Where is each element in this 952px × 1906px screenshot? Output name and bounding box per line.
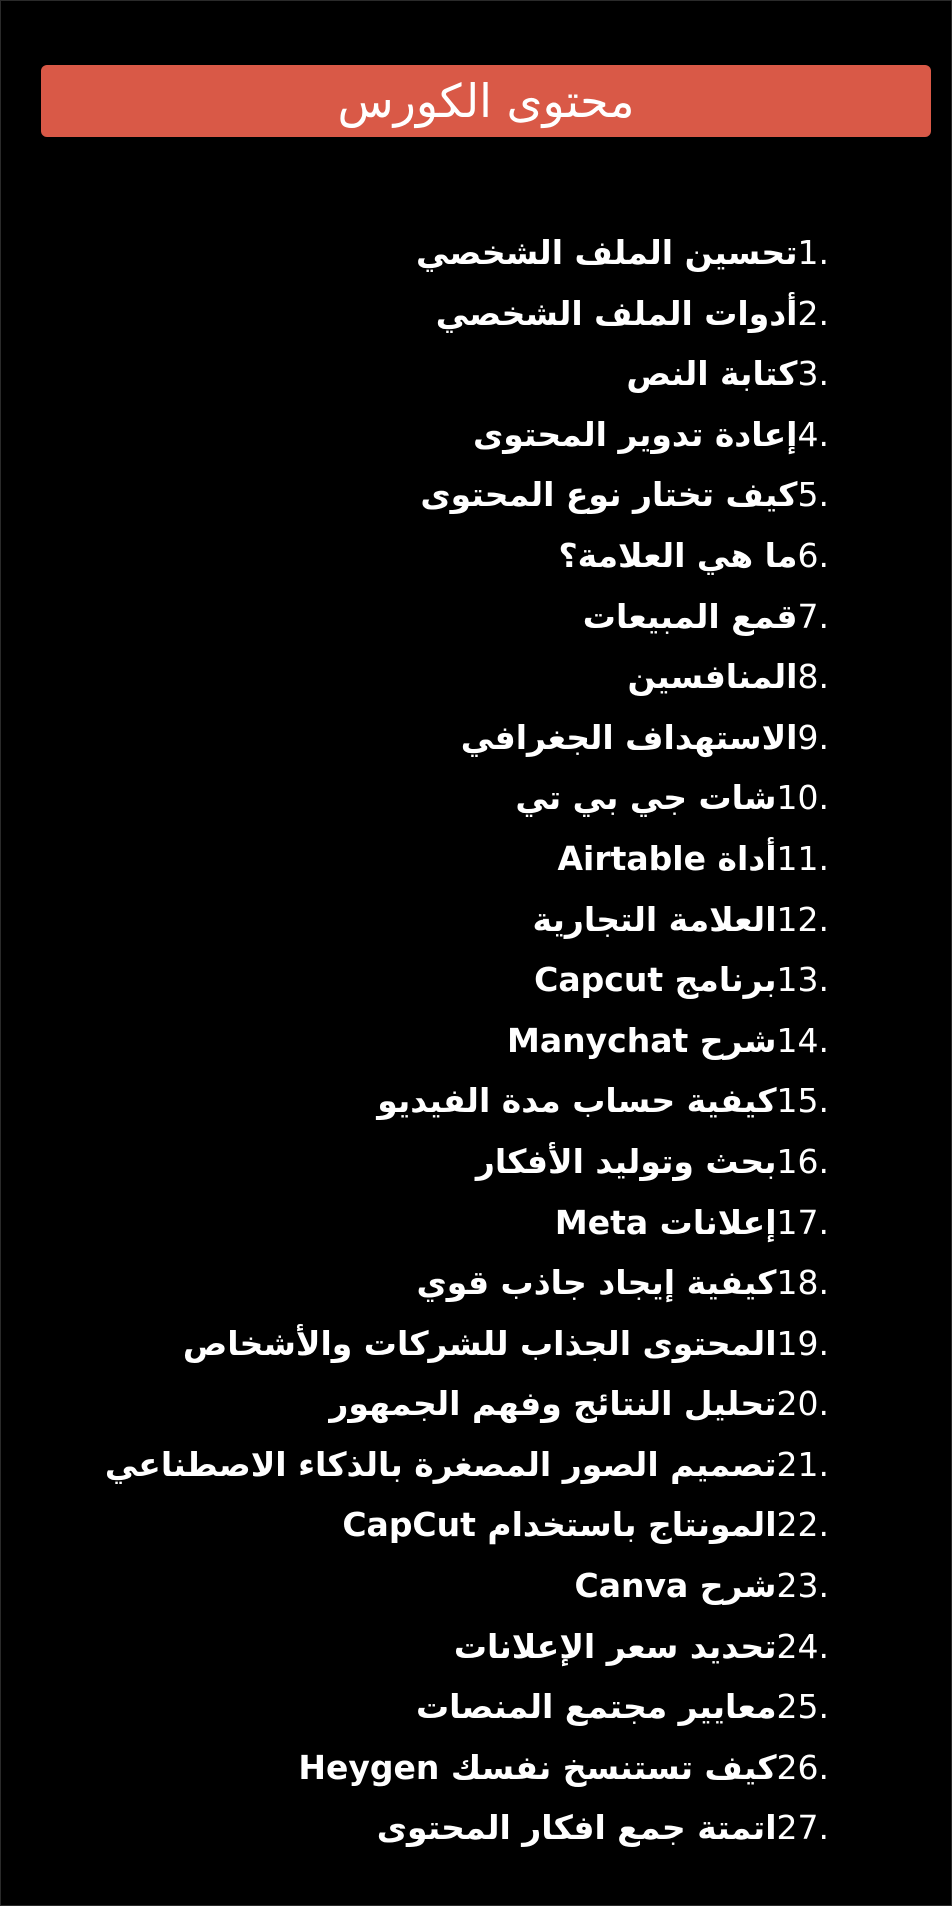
list-item xyxy=(105,526,829,587)
list-item-number: 19. xyxy=(776,1323,829,1363)
list-item-number: 18. xyxy=(776,1263,829,1303)
list-item-label: تحليل النتائج وفهم الجمهور xyxy=(329,1384,777,1424)
list-item-label: الاستهداف الجغرافي xyxy=(460,717,798,757)
list-item-number: 10. xyxy=(776,778,829,818)
list-item xyxy=(105,890,829,951)
list-item-label: شات جي بي تي xyxy=(515,778,777,818)
course-content-list xyxy=(105,223,829,1859)
list-item xyxy=(105,1314,829,1375)
list-item-number: 13. xyxy=(776,960,829,1000)
list-item-label: المونتاج باستخدام CapCut xyxy=(342,1505,777,1545)
list-item xyxy=(105,465,829,526)
list-item xyxy=(105,587,829,648)
list-item-label: تصميم الصور المصغرة بالذكاء الاصطناعي xyxy=(104,1444,777,1484)
list-item-number: 1. xyxy=(797,233,829,272)
list-item xyxy=(105,1798,829,1859)
list-item-number: 5. xyxy=(797,475,829,515)
list-item-number: 21. xyxy=(776,1444,829,1484)
list-item xyxy=(105,768,829,829)
list-item-label: بحث وتوليد الأفكار xyxy=(475,1141,777,1181)
page-title: محتوى الكورس xyxy=(337,74,635,128)
list-item xyxy=(105,1556,829,1617)
list-item-number: 4. xyxy=(797,414,829,454)
list-item xyxy=(105,829,829,890)
title-banner xyxy=(41,65,931,137)
list-item xyxy=(105,1495,829,1556)
list-item-number: 9. xyxy=(797,717,829,757)
list-item-label: العلامة التجارية xyxy=(532,899,777,939)
list-item-number: 2. xyxy=(797,293,829,333)
list-item-label: أدوات الملف الشخصي xyxy=(435,293,798,333)
list-item-number: 16. xyxy=(776,1141,829,1181)
list-item-number: 3. xyxy=(797,354,829,394)
list-item xyxy=(105,1738,829,1799)
list-item-number: 7. xyxy=(797,596,829,636)
list-item-number: 15. xyxy=(776,1081,829,1121)
list-item-label: شرح Manychat xyxy=(507,1020,777,1060)
list-item-label: المحتوى الجذاب للشركات والأشخاص xyxy=(182,1323,777,1363)
list-item xyxy=(105,284,829,345)
list-item-label: أداة Airtable xyxy=(557,838,777,878)
list-item-number: 11. xyxy=(776,838,829,878)
list-item xyxy=(105,950,829,1011)
list-item-label: ما هي العلامة؟ xyxy=(558,535,798,575)
list-item-label: كيفية إيجاد جاذب قوي xyxy=(416,1263,777,1303)
list-item-number: 22. xyxy=(776,1505,829,1545)
list-item-number: 17. xyxy=(776,1202,829,1242)
list-item xyxy=(105,405,829,466)
list-item-number: 6. xyxy=(797,535,829,575)
list-item-label: إعادة تدوير المحتوى xyxy=(472,414,798,454)
list-item xyxy=(105,223,829,284)
list-item-label: كيف تستنسخ نفسك Heygen xyxy=(298,1747,777,1787)
list-item xyxy=(105,1435,829,1496)
list-item xyxy=(105,1374,829,1435)
list-item-label: تحسين الملف الشخصي xyxy=(416,233,798,272)
list-item-label: شرح Canva xyxy=(574,1566,777,1606)
list-item-number: 25. xyxy=(776,1687,829,1727)
list-item xyxy=(105,1193,829,1254)
list-item-label: تحديد سعر الإعلانات xyxy=(453,1626,777,1666)
list-item xyxy=(105,647,829,708)
list-item-number: 14. xyxy=(776,1020,829,1060)
list-item xyxy=(105,1617,829,1678)
list-item-number: 12. xyxy=(776,899,829,939)
list-item-label: اتمتة جمع افكار المحتوى xyxy=(376,1808,777,1848)
list-item-label: معايير مجتمع المنصات xyxy=(415,1687,777,1727)
list-item-number: 27. xyxy=(776,1808,829,1848)
list-item xyxy=(105,1132,829,1193)
list-item-number: 24. xyxy=(776,1626,829,1666)
list-item-label: برنامج Capcut xyxy=(534,960,777,1000)
list-item xyxy=(105,1253,829,1314)
list-item-label: إعلانات Meta xyxy=(554,1202,777,1242)
list-item-number: 26. xyxy=(776,1747,829,1787)
list-item-label: قمع المبيعات xyxy=(582,596,798,636)
list-item-number: 20. xyxy=(776,1384,829,1424)
list-item xyxy=(105,1011,829,1072)
list-item xyxy=(105,1677,829,1738)
list-item xyxy=(105,708,829,769)
list-item xyxy=(105,344,829,405)
list-item-label: كيفية حساب مدة الفيديو xyxy=(377,1081,777,1121)
list-item-number: 8. xyxy=(797,657,829,697)
list-item-label: كتابة النص xyxy=(626,354,798,394)
list-item-label: كيف تختار نوع المحتوى xyxy=(420,475,798,515)
list-item-label: المنافسين xyxy=(627,657,798,697)
list-item-number: 23. xyxy=(776,1566,829,1606)
list-item xyxy=(105,1071,829,1132)
